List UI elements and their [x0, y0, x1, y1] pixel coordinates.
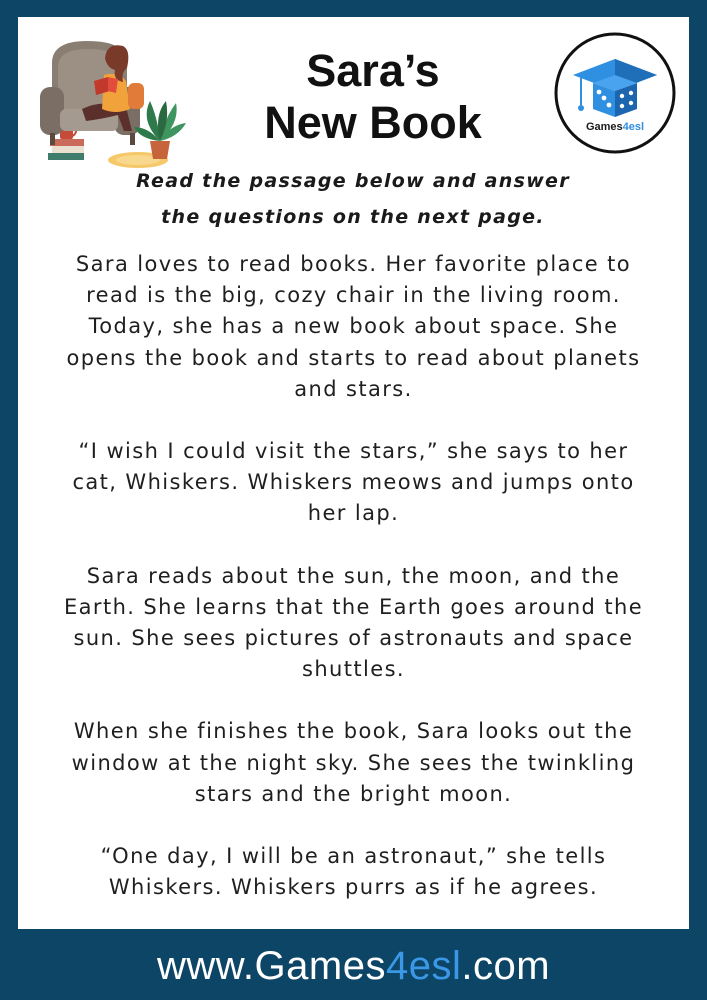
title-line-2: New Book — [264, 97, 482, 148]
footer-url-suffix: .com — [461, 944, 551, 988]
games4esl-logo — [553, 31, 677, 155]
footer-website-url — [0, 936, 707, 996]
footer-url-accent: 4esl — [385, 944, 462, 988]
passage-paragraph: Sara loves to read books. Her favorite place to read is the big, cozy chair in the living room. Today, she has a new book about space. She opens the book and starts to read about planets and stars. — [66, 252, 641, 401]
logo-text — [553, 121, 677, 133]
worksheet-page — [18, 17, 689, 929]
instructions: Read the passage below and answer the questions on the next page. — [136, 170, 570, 228]
page-title — [198, 45, 548, 149]
girl-reading-illustration — [30, 25, 200, 175]
title-line-1: Sara’s — [306, 45, 440, 96]
reading-girl-icon — [30, 25, 200, 175]
passage-paragraph: “I wish I could visit the stars,” she says to her cat, Whiskers. Whiskers meows and jumps onto her lap. — [72, 439, 635, 526]
passage-paragraph: When she finishes the book, Sara looks out the window at the night sky. She sees the twinkling stars and the bright moon. — [71, 719, 636, 806]
logo-text-accent: 4esl — [622, 121, 645, 133]
passage-paragraph: Sara reads about the sun, the moon, and the Earth. She learns that the Earth goes around the sun. She sees pictures of astronauts and space shuttles. — [63, 563, 644, 682]
reading-passage — [58, 249, 649, 934]
logo-text-prefix: Games — [585, 121, 623, 133]
graduation-cap-dice-icon — [553, 31, 677, 155]
footer-url-prefix: www.Games — [156, 944, 386, 988]
passage-paragraph: “One day, I will be an astronaut,” she tells Whiskers. Whiskers purrs as if he agrees. — [100, 844, 607, 900]
